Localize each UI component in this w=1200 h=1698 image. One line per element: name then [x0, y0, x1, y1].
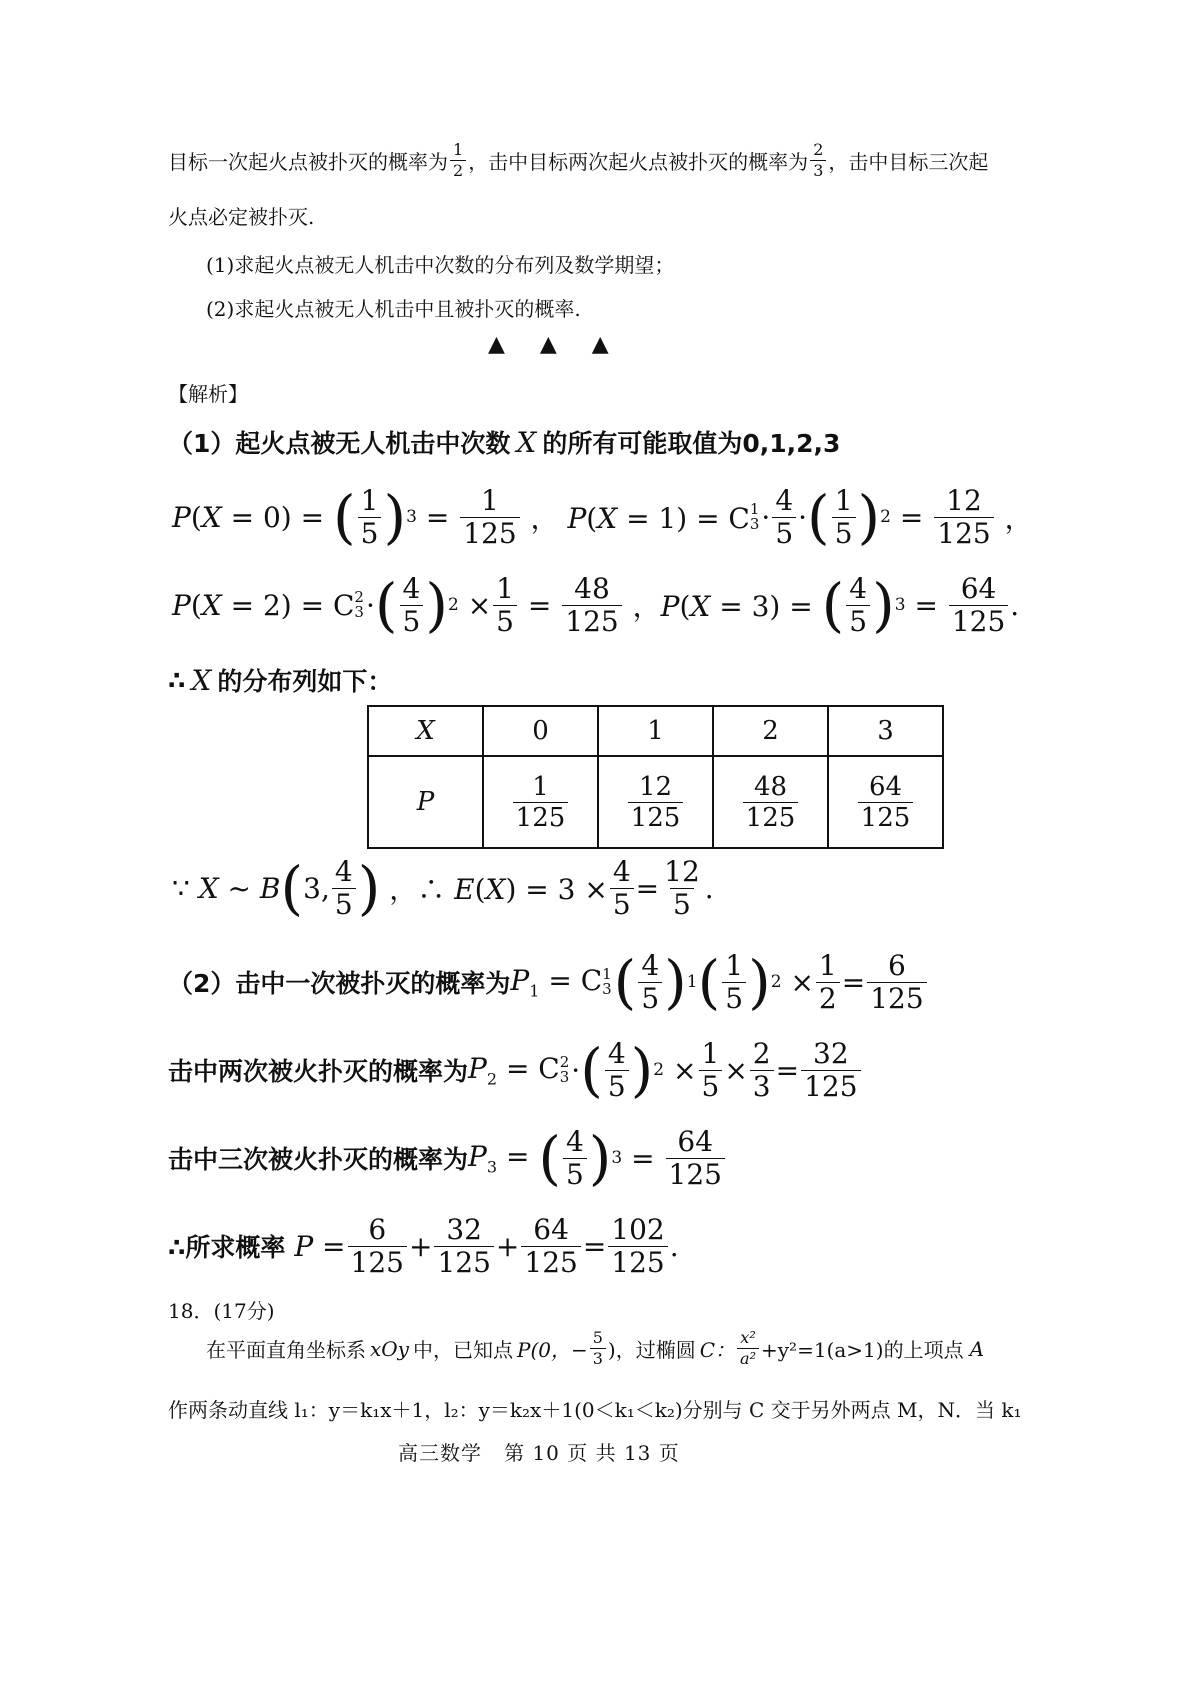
analysis-label: 【解析】: [168, 382, 248, 406]
formula-p0-p1: P(X = 0) = ( $\frac{1}{5}$ ) 3 = $\frac{1}{125}$ ， P(X = 1) = C 1 3 · $\frac{4}{5}$ · ( $\frac{1}{5}$ ) 2 = $\frac{12}{125}$ ，: [172, 483, 1033, 551]
fraction-one-half: $\frac{1}{2}$: [450, 142, 466, 179]
table-header-cell: 0: [483, 706, 598, 756]
table-row-label: P: [368, 756, 483, 848]
intro-text-b: ，击中目标两次起火点被扑灭的概率为: [468, 150, 809, 174]
intro-text-c: ，击中目标三次起: [828, 150, 989, 174]
expectation-formula: ∵ X ~ B ( 3, $\frac{4}{5}$ ) ，∴ E(X) = 3 × $\frac{4}{5}$ = $\frac{12}{5}$ .: [172, 854, 714, 922]
page-footer: 高三数学 第 10 页 共 13 页: [398, 1441, 680, 1465]
intro-line-1: [168, 142, 988, 179]
hit-three-formula: 击中三次被火扑灭的概率为 $P_3$ = ( $\frac{4}{5}$ ) 3 = $\frac{64}{125}$: [168, 1118, 727, 1198]
table-cell: $\frac{64}{125}$: [828, 756, 943, 848]
problem-18-heading: 18．(17分): [168, 1299, 275, 1323]
fraction-five-thirds: $\frac{5}{3}$: [590, 1330, 606, 1367]
formula-p2-p3: P(X = 2) = C 2 3 · ( $\frac{4}{5}$ ) 2 × $\frac{1}{5}$ = $\frac{48}{125}$ ，P(X = 3) = ( $\frac{4}{5}$ ) 3 = $\frac{64}{125}$ .: [172, 571, 1020, 639]
table-header-row: [368, 706, 943, 756]
table-cell: $\frac{1}{125}$: [483, 756, 598, 848]
part2-hit-once: （2）击中一次被扑灭的概率为 $P_1 = C$ 1 3 ( $\frac{4}{5}$ ) 1 ( $\frac{1}{5}$ ) 2 × $\frac{1}{2}$ = $\frac{6}{125}$: [168, 942, 929, 1022]
table-cell: $\frac{12}{125}$: [598, 756, 713, 848]
part1-heading: （1）起火点被无人机击中次数 X 的所有可能取值为0,1,2,3: [168, 425, 841, 459]
table-header-cell: 3: [828, 706, 943, 756]
fraction-two-thirds: $\frac{2}{3}$: [810, 142, 826, 179]
hit-twice-formula: 击中两次被火扑灭的概率为 $P_2 = C$ 2 3 · ( $\frac{4}{5}$ ) 2 × $\frac{1}{5}$ × $\frac{2}{3}$ = $\frac{32}{125}$: [168, 1030, 863, 1110]
final-probability: ∴所求概率 P = $\frac{6}{125}$ + $\frac{32}{125}$ + $\frac{64}{125}$ = $\frac{102}{125}$ .: [168, 1212, 679, 1279]
ellipse-fraction: $\frac{\text{x²}}{\text{a²}}$: [737, 1330, 759, 1367]
distribution-table: [367, 705, 944, 849]
distribution-heading: ∴ X 的分布列如下：: [168, 663, 393, 697]
triangle-separator: ▲ ▲ ▲: [488, 332, 609, 357]
question-2: (2)求起火点被无人机击中且被扑灭的概率.: [206, 297, 581, 321]
table-header-cell: 1: [598, 706, 713, 756]
table-cell: $\frac{48}{125}$: [713, 756, 828, 848]
intro-line-2: 火点必定被扑灭.: [168, 205, 315, 229]
intro-text-a: 目标一次起火点被扑灭的概率为: [168, 150, 448, 174]
table-row: [368, 756, 943, 848]
question-1: (1)求起火点被无人机击中次数的分布列及数学期望；: [206, 253, 675, 277]
table-header-cell: X: [368, 706, 483, 756]
problem-18-line-2: 作两条动直线 l₁：y＝k₁x＋1，l₂：y＝k₂x＋1(0＜k₁＜k₂)分别与 C 交于另外两点 M，N．当 k₁: [168, 1398, 1022, 1422]
problem-18-line-1: 在平面直角坐标系 xOy 中，已知点 P(0，− $\frac{5}{3}$ )，过椭圆 C： $\frac{\text{x²}}{\text{a²}}$ +y²=1(a>1)的上项点 A: [206, 1328, 985, 1368]
table-header-cell: 2: [713, 706, 828, 756]
